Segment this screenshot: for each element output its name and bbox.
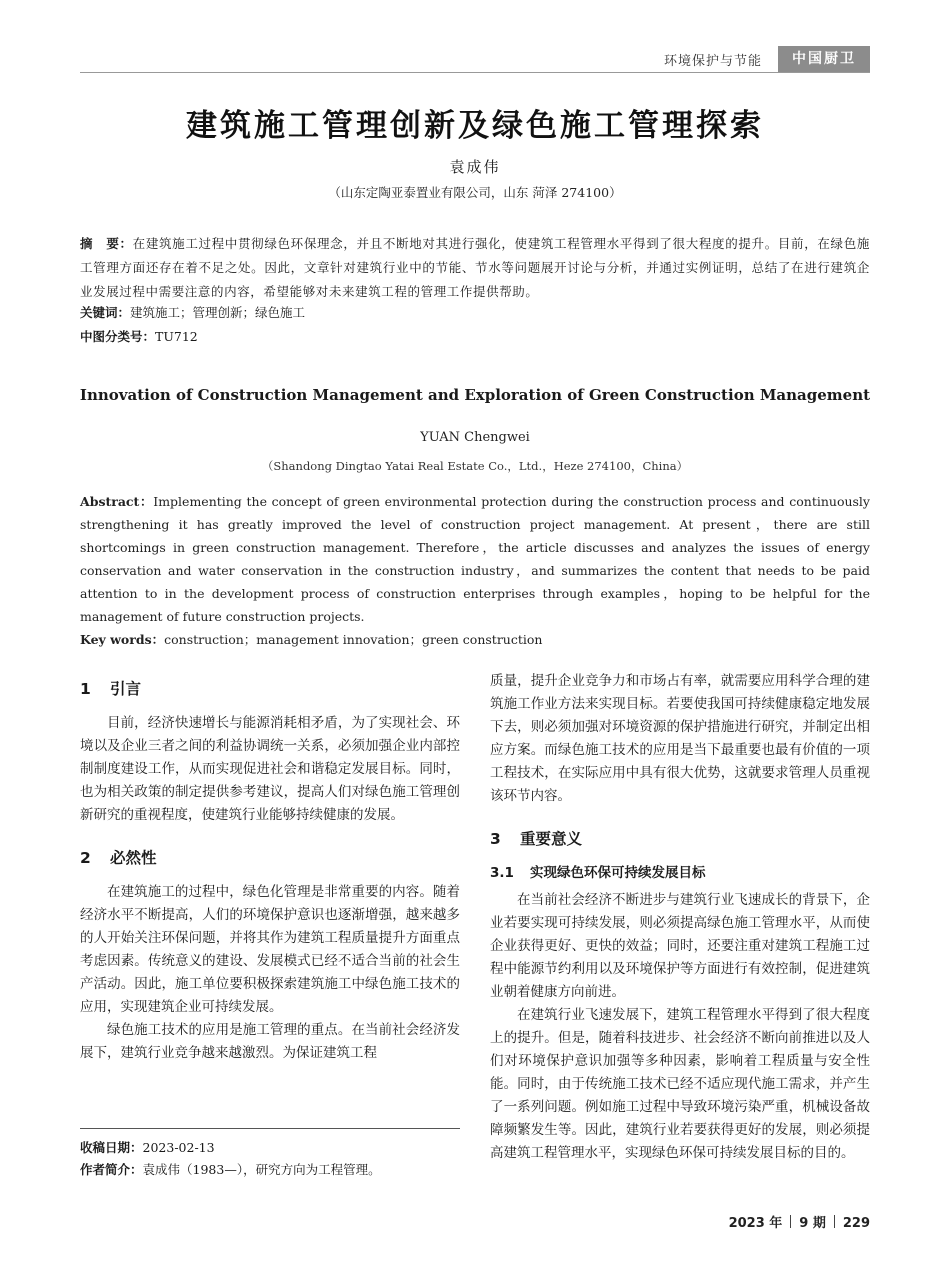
page-number: 229: [842, 1216, 870, 1231]
english-keywords-label: Key words：: [80, 632, 165, 647]
subsection-title: 实现绿色环保可持续发展目标: [530, 865, 706, 881]
chinese-abstract: [80, 232, 870, 304]
footnote-divider: [80, 1128, 460, 1129]
english-title: Innovation of Construction Management and Exploration of Green Construction Management: [79, 386, 871, 404]
received-date: [80, 1138, 460, 1158]
subsection-heading-3-1: [490, 862, 870, 885]
paragraph: 在当前社会经济不断进步与建筑行业飞速成长的背景下，企业若要实现可持续发展，则必须提高绿色施工管理水平，从而使企业获得更好、更快的效益；同时，还要注重对建筑工程施工过程中能源节约利用以及环境保护等方面进行有效控制，促进建筑业朝着健康方向前进。: [490, 892, 870, 1000]
section-heading-3: [490, 828, 870, 850]
english-affiliation: （Shandong Dingtao Yatai Real Estate Co.，Ltd.，Heze 274100，China）: [261, 459, 689, 473]
english-keywords: [80, 629, 870, 651]
section-number: 2: [80, 849, 91, 867]
right-column: [490, 670, 870, 1165]
bio-label: 作者简介：: [80, 1162, 143, 1177]
keywords-label: 关键词：: [80, 305, 131, 320]
issue: 9 期: [799, 1216, 826, 1231]
year: 2023 年: [728, 1216, 783, 1231]
classification-text: TU712: [155, 329, 198, 344]
classification-number: [80, 327, 870, 347]
section-heading-1: [80, 678, 460, 700]
abstract-label: 摘 要：: [80, 236, 133, 251]
left-column: [80, 670, 460, 1065]
running-header: [80, 48, 870, 73]
classification-label: 中图分类号：: [80, 329, 156, 344]
paragraph: 目前，经济快速增长与能源消耗相矛盾，为了实现社会、环境以及企业三者之间的利益协调统一关系，必须加强企业内部控制制度建设工作，从而实现促进社会和谐稳定发展目标。同时，也为相关政策的制定提供参考建议，提高人们对绿色施工管理创新研究的重视程度，使建筑行业能够持续健康的发展。: [80, 715, 460, 823]
author-affiliation: （山东定陶亚泰置业有限公司，山东 菏泽 274100）: [328, 185, 622, 200]
chinese-keywords: [80, 303, 870, 323]
received-label: 收稿日期：: [80, 1140, 143, 1155]
english-keywords-text: construction；management innovation；green construction: [164, 632, 543, 647]
article-title: 建筑施工管理创新及绿色施工管理探索: [186, 108, 764, 144]
section-number: 1: [80, 680, 91, 698]
author-bio: [80, 1160, 460, 1180]
author-name: 袁成伟: [449, 158, 501, 176]
english-author: YUAN Chengwei: [420, 430, 530, 445]
section-number: 3: [490, 830, 501, 848]
subsection-number: 3.1: [490, 865, 514, 881]
english-abstract: [80, 490, 870, 628]
header-section-name: 环境保护与节能: [663, 54, 762, 69]
received-text: 2023-02-13: [142, 1140, 215, 1155]
english-abstract-text: Implementing the concept of green environmental protection during the construction process and continuously strengthening it has greatly improved the level of construction project management. At present，there are still shortcomings in green construction management. Therefore，the article discusses and analyzes the issues of energy conservation and water conservation in the construction industry，and summarizes the content that needs to be paid attention to in the development process of construction enterprises through examples，hoping to be helpful for the management of future construction projects.: [80, 494, 870, 624]
page-footer: [729, 1212, 870, 1231]
paragraph: 绿色施工技术的应用是施工管理的重点。在当前社会经济发展下，建筑行业竞争越来越激烈。为保证建筑工程: [80, 1022, 460, 1061]
keywords-text: 建筑施工；管理创新；绿色施工: [130, 305, 306, 320]
section-heading-2: [80, 847, 460, 869]
paragraph: 在建筑施工的过程中，绿色化管理是非常重要的内容。随着经济水平不断提高，人们的环境保护意识也逐渐增强，越来越多的人开始关注环保问题，并将其作为建筑工程质量提升方面重点考虑因素。传统意义的建设、发展模式已经不适合当前的社会生产活动。因此，施工单位要积极探索建筑施工中绿色施工技术的应用，实现建筑企业可持续发展。: [80, 884, 460, 1015]
abstract-text: 在建筑施工过程中贯彻绿色环保理念，并且不断地对其进行强化，使建筑工程管理水平得到了很大程度的提升。目前，在绿色施工管理方面还存在着不足之处。因此，文章针对建筑行业中的节能、节水等问题展开讨论与分析，并通过实例证明，总结了在进行建筑企业发展过程中需要注意的内容，希望能够对未来建筑工程的管理工作提供帮助。: [80, 236, 870, 299]
bio-text: 袁成伟（1983—），研究方向为工程管理。: [142, 1162, 381, 1177]
english-abstract-label: Abstract：: [80, 494, 154, 509]
journal-name-tag: 中国厨卫: [778, 46, 870, 72]
section-title: 引言: [110, 680, 142, 698]
section-title: 重要意义: [520, 830, 583, 848]
section-title: 必然性: [110, 849, 157, 867]
paragraph-continued: 质量，提升企业竞争力和市场占有率，就需要应用科学合理的建筑施工作业方法来实现目标。若要使我国可持续健康稳定地发展下去，则必须加强对环境资源的保护措施进行研究，并制定出相应方案。而绿色施工技术的应用是当下最重要也最有价值的一项工程技术，在实际应用中具有很大优势，这就要求管理人员重视该环节内容。: [490, 673, 870, 804]
paragraph: 在建筑行业飞速发展下，建筑工程管理水平得到了很大程度上的提升。但是，随着科技进步、社会经济不断向前推进以及人们对环境保护意识加强等多种因素，影响着工程质量与安全性能。同时，由于传统施工技术已经不适应现代施工需求，并产生了一系列问题。例如施工过程中导致环境污染严重，机械设备故障频繁发生等。因此，建筑行业若要获得更好的发展，则必须提高建筑工程管理水平，实现绿色环保可持续发展目标的目的。: [490, 1007, 870, 1161]
